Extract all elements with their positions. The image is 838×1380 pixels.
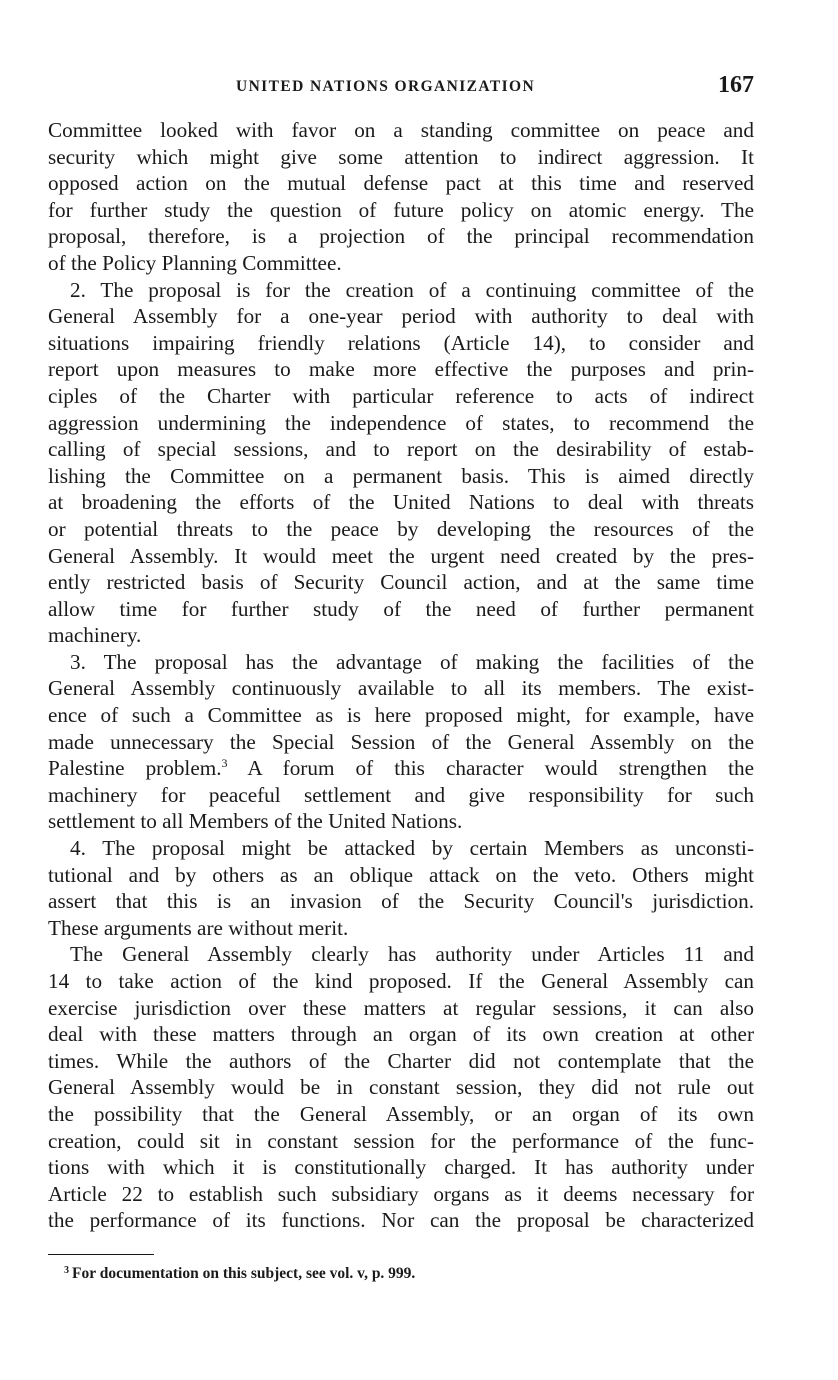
text-line: exercise jurisdiction over these matters at regular sessions, it can also — [48, 995, 754, 1020]
running-title: UNITED NATIONS ORGANIZATION — [236, 78, 536, 95]
text-line: deal with these matters through an organ of its own creation at other — [48, 1022, 754, 1047]
text-line: machinery for peaceful settlement and give responsibility for such — [48, 782, 754, 807]
text-line: lishing the Committee on a permanent basis. This is aimed directly — [48, 463, 754, 488]
text-line: General Assembly. It would meet the urgent need created by the pres- — [48, 543, 754, 568]
footnote-marker: 3 — [64, 1265, 69, 1276]
page-number: 167 — [718, 72, 754, 98]
text-line: proposal, therefore, is a projection of the principal recommendation — [48, 224, 754, 249]
text-line: aggression undermining the independence of states, to recommend the — [48, 410, 754, 435]
body-text — [48, 117, 754, 1234]
text-line: ciples of the Charter with particular reference to acts of indirect — [48, 383, 754, 408]
text-line: 3. The proposal has the advantage of making the facilities of the — [70, 649, 754, 674]
text-line: ently restricted basis of Security Council action, and at the same time — [48, 570, 754, 595]
running-head — [48, 72, 754, 102]
text-line: 2. The proposal is for the creation of a continuing committee of the — [70, 277, 754, 302]
text-line: machinery. — [48, 623, 142, 648]
footnote-reference: 3 — [221, 756, 228, 771]
text-line: at broadening the efforts of the United Nations to deal with threats — [48, 490, 754, 515]
text-line: General Assembly continuously available to all its members. The exist- — [48, 676, 754, 701]
text-line: made unnecessary the Special Session of the General Assembly on the — [48, 729, 754, 754]
text-line: These arguments are without merit. — [48, 915, 349, 940]
text-line: the performance of its functions. Nor can the proposal be characterized — [48, 1208, 754, 1233]
footnote-text: For documentation on this subject, see vol. v, p. 999. — [72, 1265, 416, 1282]
text-line: The General Assembly clearly has authority under Articles 11 and — [70, 942, 754, 967]
text-line: allow time for further study of the need of further permanent — [48, 596, 754, 621]
footnote — [64, 1265, 415, 1283]
text-line: creation, could sit in constant session for the performance of the func- — [48, 1128, 754, 1153]
text-line: for further study the question of future policy on atomic energy. The — [48, 197, 754, 222]
text-line: report upon measures to make more effective the purposes and prin- — [48, 357, 754, 382]
line-segment: A forum of this character would strengthen the — [227, 756, 754, 781]
text-line: Committee looked with favor on a standing committee on peace and — [48, 118, 754, 142]
line-segment: Palestine problem. — [48, 756, 222, 781]
text-line: tions with which it is constitutionally charged. It has authority under — [48, 1155, 754, 1180]
text-line: assert that this is an invasion of the Security Council's jurisdiction. — [48, 889, 754, 914]
text-line: ence of such a Committee as is here proposed might, for example, have — [48, 703, 754, 728]
text-line: settlement to all Members of the United Nations. — [48, 809, 463, 834]
text-line: or potential threats to the peace by developing the resources of the — [48, 516, 754, 541]
text-line: General Assembly for a one-year period with authority to deal with — [48, 304, 754, 329]
text-line: General Assembly would be in constant session, they did not rule out — [48, 1075, 754, 1100]
text-line: 14 to take action of the kind proposed. If the General Assembly can — [48, 969, 754, 993]
text-line: the possibility that the General Assembly, or an organ of its own — [48, 1101, 754, 1126]
text-line: 4. The proposal might be attacked by certain Members as unconsti- — [70, 836, 754, 861]
text-line: of the Policy Planning Committee. — [48, 250, 342, 275]
text-line: times. While the authors of the Charter did not contemplate that the — [48, 1048, 754, 1073]
text-line-with-footnote — [48, 755, 754, 782]
text-line: situations impairing friendly relations (Article 14), to consider and — [48, 330, 754, 355]
text-line: Article 22 to establish such subsidiary organs as it deems necessary for — [48, 1181, 754, 1206]
text-line: security which might give some attention to indirect aggression. It — [48, 144, 754, 169]
footnote-rule — [48, 1254, 154, 1255]
text-line: calling of special sessions, and to report on the desirability of estab- — [48, 437, 754, 462]
text-line: opposed action on the mutual defense pact at this time and reserved — [48, 171, 754, 196]
text-line: tutional and by others as an oblique attack on the veto. Others might — [48, 862, 754, 887]
